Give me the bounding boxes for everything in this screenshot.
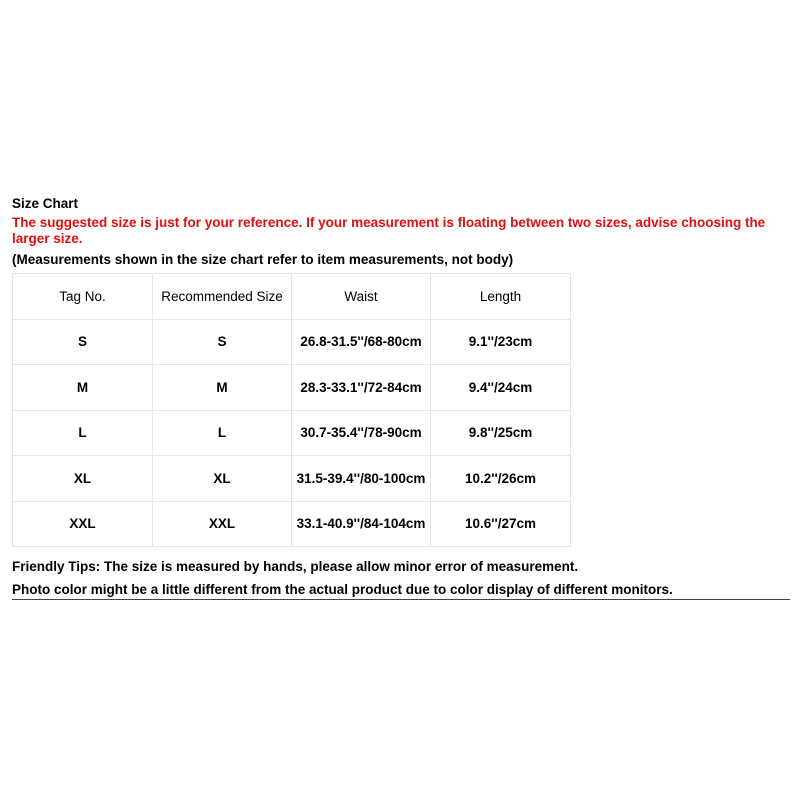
- table-cell: 30.7-35.4''/78-90cm: [292, 410, 431, 456]
- table-cell: 9.8''/25cm: [431, 410, 571, 456]
- table-cell: 33.1-40.9''/84-104cm: [292, 501, 431, 547]
- table-cell: XL: [153, 456, 292, 502]
- table-header-row: [13, 274, 571, 320]
- table-cell: S: [153, 319, 292, 365]
- table-row: [13, 319, 571, 365]
- size-table: [12, 273, 571, 547]
- size-chart-section: [12, 195, 790, 600]
- friendly-tips-text: Friendly Tips: The size is measured by hands, please allow minor error of measurement.: [12, 559, 579, 574]
- table-cell: L: [153, 410, 292, 456]
- table-cell: M: [153, 365, 292, 411]
- table-cell: M: [13, 365, 153, 411]
- table-cell: 9.1''/23cm: [431, 319, 571, 365]
- table-cell: 10.2''/26cm: [431, 456, 571, 502]
- table-cell: L: [13, 410, 153, 456]
- header-waist: Waist: [292, 274, 431, 320]
- photo-color-note: Photo color might be a little different from the actual product due to color display of different monitors.: [12, 582, 790, 600]
- measurement-note: (Measurements shown in the size chart refer to item measurements, not body): [12, 252, 514, 267]
- table-cell: 26.8-31.5''/68-80cm: [292, 319, 431, 365]
- header-length: Length: [431, 274, 571, 320]
- size-warning-text: The suggested size is just for your reference. If your measurement is floating between two sizes, advise choosing the larger size.: [12, 215, 766, 246]
- header-tag-no: Tag No.: [13, 274, 153, 320]
- table-row: [13, 501, 571, 547]
- table-row: [13, 365, 571, 411]
- table-cell: 10.6''/27cm: [431, 501, 571, 547]
- table-cell: XXL: [153, 501, 292, 547]
- header-recommended-size: Recommended Size: [153, 274, 292, 320]
- table-cell: XL: [13, 456, 153, 502]
- page-title: Size Chart: [12, 196, 79, 211]
- table-cell: 9.4''/24cm: [431, 365, 571, 411]
- table-row: [13, 410, 571, 456]
- table-cell: XXL: [13, 501, 153, 547]
- table-cell: 31.5-39.4''/80-100cm: [292, 456, 431, 502]
- table-cell: S: [13, 319, 153, 365]
- table-cell: 28.3-33.1''/72-84cm: [292, 365, 431, 411]
- table-row: [13, 456, 571, 502]
